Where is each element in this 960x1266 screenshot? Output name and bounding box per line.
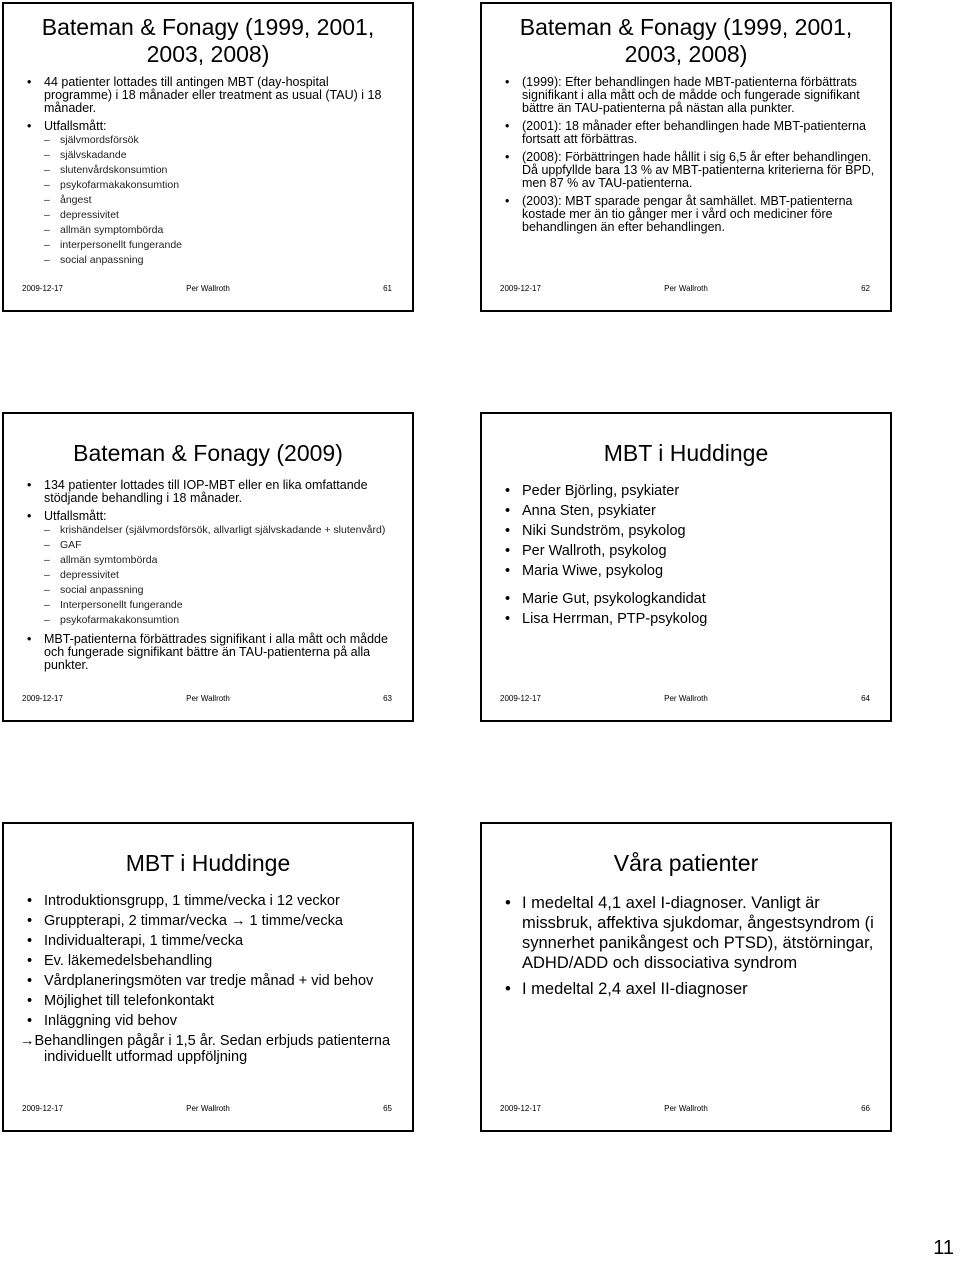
slide-63 [2, 412, 414, 722]
sub-item: – slutenvårdskonsumtion [20, 163, 398, 178]
footer-author: Per Wallroth [186, 1104, 230, 1113]
bullet: • Per Wallroth, psykolog [498, 543, 876, 559]
bullet: • (2003): MBT sparade pengar åt samhället. MBT-patienterna kostade mer än tio gånger mer i vård och mediciner före behandlingen än efter behandlingen. [498, 195, 876, 234]
bullet: • Marie Gut, psykologkandidat [498, 591, 876, 607]
bullet: • Möjlighet till telefonkontakt [20, 993, 398, 1009]
sub-item: – social anpassning [20, 583, 398, 598]
slide-footer [482, 1104, 890, 1114]
bullet: • Vårdplaneringsmöten var tredje månad + vid behov [20, 973, 398, 989]
sub-item: – självmordsförsök [20, 133, 398, 148]
bullet: • Utfallsmått: [20, 120, 398, 133]
bullet: • Niki Sundström, psykolog [498, 523, 876, 539]
slide-title: Våra patienter [613, 850, 759, 876]
page-number: 11 [933, 1237, 954, 1259]
footer-author: Per Wallroth [664, 1104, 708, 1113]
slide-number: 61 [383, 284, 392, 293]
bullet: • Maria Wiwe, psykolog [498, 563, 876, 579]
bullet: • Gruppterapi, 2 timmar/vecka → 1 timme/vecka [20, 913, 398, 929]
sub-item: – social anpassning [20, 253, 398, 268]
bullet: • Anna Sten, psykiater [498, 503, 876, 519]
sub-item: – allmän symptombörda [20, 223, 398, 238]
slide-footer [482, 284, 890, 294]
footer-author: Per Wallroth [186, 284, 230, 293]
sub-item: – Interpersonellt fungerande [20, 598, 398, 613]
bullet: • I medeltal 4,1 axel I-diagnoser. Vanligt är missbruk, affektiva sjukdomar, ångestsyndrom (i synnerhet panikångest och PTSD), ätstörningar, ADHD/ADD och dissociativa syndrom [498, 893, 876, 973]
footer-author: Per Wallroth [664, 284, 708, 293]
slide-footer [4, 694, 412, 704]
sub-item: – allmän symtombörda [20, 553, 398, 568]
footer-author: Per Wallroth [186, 694, 230, 703]
slide-number: 64 [861, 694, 870, 703]
arrow-item: →Behandlingen pågår i 1,5 år. Sedan erbjuds patienterna individuellt utformad uppföljning [20, 1033, 391, 1065]
slide-title: Bateman & Fonagy (1999, 2001, 2003, 2008) [41, 14, 375, 67]
footer-author: Per Wallroth [664, 694, 708, 703]
slide-title: MBT i Huddinge [125, 850, 291, 876]
footer-date: 2009-12-17 [22, 284, 63, 293]
footer-date: 2009-12-17 [22, 1104, 63, 1113]
slide-65 [2, 822, 414, 1132]
bullet: • Individualterapi, 1 timme/vecka [20, 933, 398, 949]
slide-number: 62 [861, 284, 870, 293]
bullet: • 44 patienter lottades till antingen MBT (day-hospital programme) i 18 månader eller treatment as usual (TAU) i 18 månader. [20, 76, 398, 115]
slide-64 [480, 412, 892, 722]
footer-date: 2009-12-17 [22, 694, 63, 703]
sub-item: – psykofarmakakonsumtion [20, 178, 398, 193]
slide-62 [480, 2, 892, 312]
footer-date: 2009-12-17 [500, 284, 541, 293]
slide-number: 65 [383, 1104, 392, 1113]
bullet: • Introduktionsgrupp, 1 timme/vecka i 12 veckor [20, 893, 398, 909]
sub-item: – interpersonellt fungerande [20, 238, 398, 253]
bullet: • Utfallsmått: [20, 510, 398, 523]
sub-item: – GAF [20, 538, 398, 553]
sub-item: – självskadande [20, 148, 398, 163]
footer-date: 2009-12-17 [500, 1104, 541, 1113]
slide-footer [482, 694, 890, 704]
bullet: • I medeltal 2,4 axel II-diagnoser [498, 979, 876, 999]
bullet: • 134 patienter lottades till IOP-MBT eller en lika omfattande stödjande behandling i 18 månader. [20, 479, 398, 505]
footer-date: 2009-12-17 [500, 694, 541, 703]
sub-item: – depressivitet [20, 208, 398, 223]
bullet: • (2008): Förbättringen hade hållit i sig 6,5 år efter behandlingen. Då uppfyllde bara 13 % av MBT-patienterna kriterierna för BPD, men 87 % av TAU-patienterna. [498, 151, 876, 190]
bullet: • MBT-patienterna förbättrades signifikant i alla mått och mådde och fungerade signifikant bättre än TAU-patienterna på alla punkter. [20, 633, 398, 672]
slide-title: Bateman & Fonagy (2009) [73, 440, 343, 466]
slide-number: 66 [861, 1104, 870, 1113]
sub-item: – ångest [20, 193, 398, 208]
bullet: • (1999): Efter behandlingen hade MBT-patienterna förbättrats signifikant i alla mått och de mådde och fungerade signifikant bättre än TAU-patienterna på nästan alla punkter. [498, 76, 876, 115]
slide-footer [4, 284, 412, 294]
slide-title: MBT i Huddinge [603, 440, 769, 466]
bullet: • Lisa Herrman, PTP-psykolog [498, 611, 876, 627]
bullet: • Ev. läkemedelsbehandling [20, 953, 398, 969]
slide-61 [2, 2, 414, 312]
sub-item: – krishändelser (självmordsförsök, allvarligt självskadande + slutenvård) [20, 523, 398, 538]
slide-footer [4, 1104, 412, 1114]
slide-number: 63 [383, 694, 392, 703]
bullet: • Peder Björling, psykiater [498, 483, 876, 499]
bullet: • Inläggning vid behov [20, 1013, 398, 1029]
sub-item: – depressivitet [20, 568, 398, 583]
sub-item: – psykofarmakakonsumtion [20, 613, 398, 628]
slide-title: Bateman & Fonagy (1999, 2001, 2003, 2008) [519, 14, 853, 67]
slide-66 [480, 822, 892, 1132]
bullet: • (2001): 18 månader efter behandlingen hade MBT-patienterna fortsatt att förbättras. [498, 120, 876, 146]
